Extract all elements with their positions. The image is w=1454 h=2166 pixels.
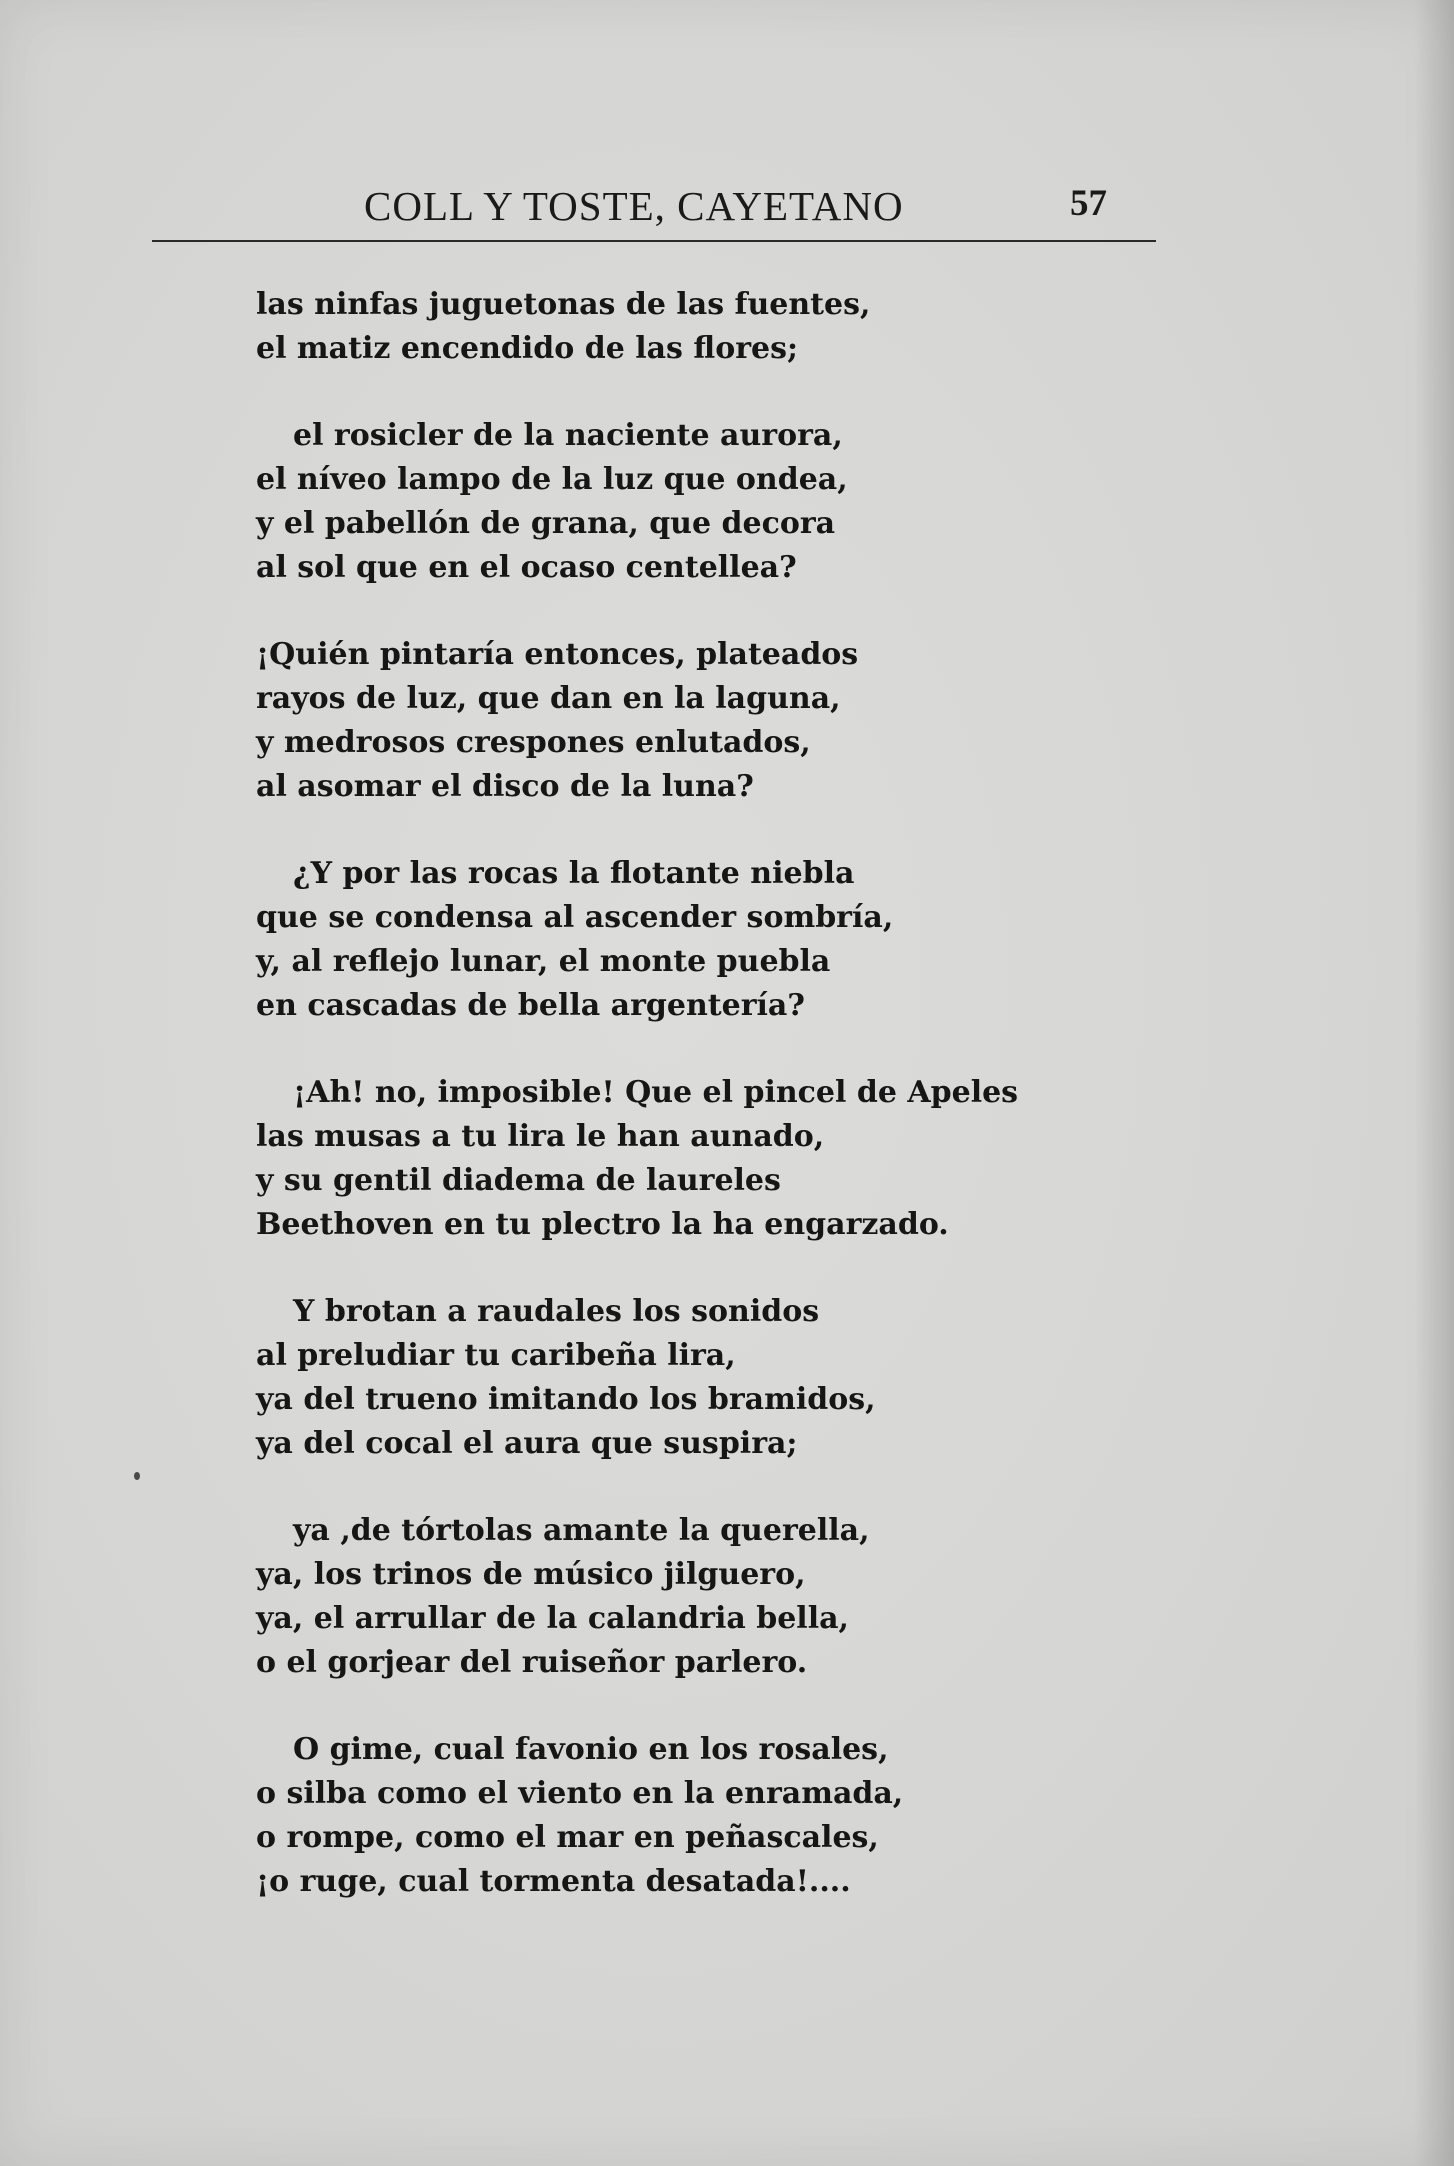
stanza <box>256 1509 1256 1685</box>
verse-line: al asomar el disco de la luna? <box>256 769 754 804</box>
verse-line: las musas a tu lira le han aunado, <box>256 1119 825 1154</box>
verse-line: ya, los trinos de músico jilguero, <box>256 1557 806 1592</box>
verse-line: al sol que en el ocaso centellea? <box>256 550 797 585</box>
page-number: 57 <box>1070 183 1107 224</box>
verse-line: al preludiar tu caribeña lira, <box>256 1338 736 1373</box>
verse-line: ya del cocal el aura que suspira; <box>256 1426 798 1461</box>
verse-line: y su gentil diadema de laureles <box>256 1163 781 1198</box>
stanza <box>256 1290 1256 1466</box>
verse-line: ya, el arrullar de la calandria bella, <box>256 1601 849 1636</box>
verse-line: o rompe, como el mar en peñascales, <box>256 1820 879 1855</box>
verse-line: Beethoven en tu plectro la ha engarzado. <box>256 1207 949 1242</box>
verse-line: que se condensa al ascender sombría, <box>256 900 894 935</box>
verse-line: Y brotan a raudales los sonidos <box>293 1294 820 1329</box>
verse-line: y medrosos crespones enlutados, <box>256 725 811 760</box>
verse-line: en cascadas de bella argentería? <box>256 988 805 1023</box>
page-header <box>152 180 1152 242</box>
verse-line: el rosicler de la naciente aurora, <box>293 418 843 453</box>
poem-body <box>256 283 1256 1947</box>
page-edge-shadow <box>1414 0 1454 2166</box>
verse-line: las ninfas juguetonas de las fuentes, <box>256 287 871 322</box>
header-rule <box>152 240 1156 242</box>
stanza <box>256 633 1256 809</box>
verse-line: y el pabellón de grana, que decora <box>256 506 836 541</box>
verse-line: ya del trueno imitando los bramidos, <box>256 1382 876 1417</box>
stanza <box>256 1728 1256 1904</box>
verse-line: ¡Ah! no, imposible! Que el pincel de Apeles <box>293 1075 1019 1110</box>
stanza <box>256 1071 1256 1247</box>
running-title: COLL Y TOSTE, CAYETANO <box>364 183 904 229</box>
verse-line: o el gorjear del ruiseñor parlero. <box>256 1645 808 1680</box>
verse-line: ya ,de tórtolas amante la querella, <box>293 1513 870 1548</box>
verse-line: el matiz encendido de las flores; <box>256 331 799 366</box>
verse-line: ¡o ruge, cual tormenta desatada!.... <box>256 1864 851 1899</box>
verse-line: ¡Quién pintaría entonces, plateados <box>256 637 859 672</box>
stanza <box>256 283 1256 371</box>
paper-speck <box>134 1472 140 1480</box>
stanza <box>256 414 1256 590</box>
verse-line: y, al reflejo lunar, el monte puebla <box>256 944 831 979</box>
verse-line: ¿Y por las rocas la flotante niebla <box>293 856 855 891</box>
verse-line: o silba como el viento en la enramada, <box>256 1776 904 1811</box>
verse-line: O gime, cual favonio en los rosales, <box>293 1732 889 1767</box>
stanza <box>256 852 1256 1028</box>
verse-line: el níveo lampo de la luz que ondea, <box>256 462 848 497</box>
verse-line: rayos de luz, que dan en la laguna, <box>256 681 841 716</box>
